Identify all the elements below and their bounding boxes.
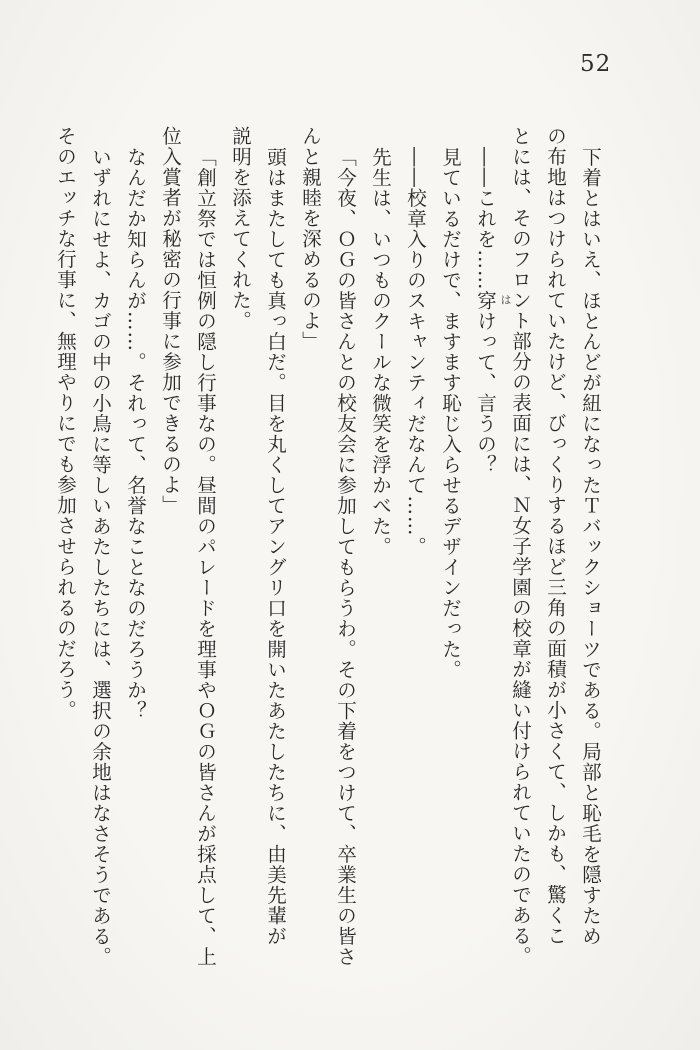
text-line: 「創立祭では恒例の隠し行事なの。昼間のパレードを理事やＯＧの皆さんが採点して、上 [194,146,217,967]
text-line: なんだか知らんが……。それって、名誉なことなのだろうか？ [124,146,147,721]
text-line: 頭はまたしても真っ白だ。目を丸くしてアングリ口を開いたあたしたちに、由美先輩が [264,146,287,946]
text-line: 先生は、いつものクールな微笑を浮かべた。 [369,146,392,557]
text-line: ――これを……穿けって、言うの？ [474,146,497,475]
text-line: 説明を添えてくれた。 [229,126,252,331]
text-line: 「今夜、ＯＧの皆さんとの校友会に参加してもらうわ。その下着をつけて、卒業生の皆さ [334,146,357,967]
vertical-text-block [48,126,608,1050]
text-line: とには、そのフロント部分の表面には、Ｎ女子学園の校章が縫い付けられていたのである。 [509,126,532,967]
text-line: いずれにせよ、カゴの中の小鳥に等しいあたしたちには、選択の余地はなさそうである。 [89,146,112,967]
page-number: 52 [580,51,612,77]
text-line: 見ているだけで、ますます恥じ入らせるデザインだった。 [439,146,462,680]
text-line: の布地はつけられていたけど、びっくりするほど三角の面積が小さくて、しかも、驚くこ [544,126,567,946]
text-line: 位入賞者が秘密の行事に参加できるのよ」 [159,126,182,516]
furigana-ruby: は [499,294,512,305]
text-line: 下着とはいえ、ほとんどが紐になったＴバックショーツである。局部と恥毛を隠すため [579,146,602,946]
text-line: んと親睦を深めるのよ」 [299,126,322,352]
text-line: そのエッチな行事に、無理やりにでも参加させられるのだろう。 [54,126,77,721]
text-line: ――校章入りのスキャンティだなんて……。 [404,146,427,557]
